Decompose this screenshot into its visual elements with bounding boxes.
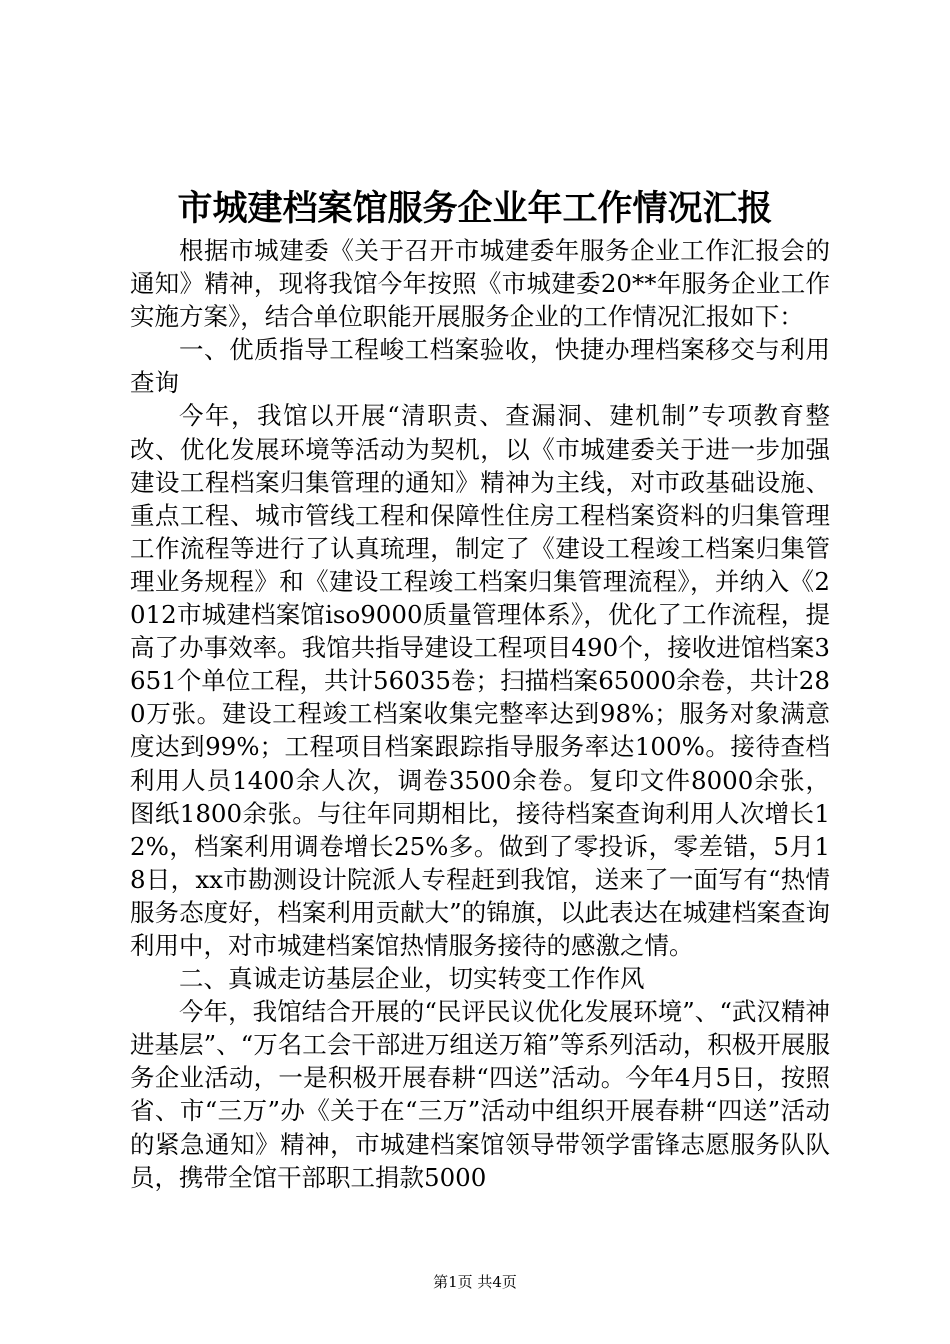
section-2-paragraph: 今年，我馆结合开展的“民评民议优化发展环境”、“武汉精神进基层”、“万名工会干部进万组送万箱”等系列活动，积极开展服务企业活动，一是积极开展春耕“四送”活动。今年4月5日，按照省、市“三万”办《关于在“三万”活动中组织开展春耕“四送”活动的紧急通知》精神，市城建档案馆领导带领学雷锋志愿服务队队员，携带全馆干部职工捐款5000 — [130, 997, 830, 1192]
page-footer: 第1页 共4页 — [433, 1273, 517, 1291]
section-1-paragraph: 今年，我馆以开展“清职责、查漏洞、建机制”专项教育整改、优化发展环境等活动为契机，以《市城建委关于进一步加强建设工程档案归集管理的通知》精神为主线，对市政基础设施、重点工程、城市管线工程和保障性住房工程档案资料的归集管理工作流程等进行了认真琉理，制定了《建设工程竣工档案归集管理业务规程》和《建设工程竣工档案归集管理流程》，并纳入《2012市城建档案馆iso9000质量管理体系》，优化了工作流程，提高了办事效率。我馆共指导建设工程项目490个，接收进馆档案3651个单位工程，共计56035卷；扫描档案65000余卷，共计280万张。建设工程竣工档案收集完整率达到98%；服务对象满意度达到99%；工程项目档案跟踪指导服务率达100%。接待查档利用人员1400余人次，调卷3500余卷。复印文件8000余张，图纸1800余张。与往年同期相比，接待档案查询利用人次增长12%，档案利用调卷增长25%多。做到了零投诉，零差错，5月18日，xx市勘测设计院派人专程赶到我馆，送来了一面写有“热情服务态度好，档案利用贡献大”的锦旗，以此表达在城建档案查询利用中，对市城建档案馆热情服务接待的感激之情。 — [130, 401, 830, 960]
intro-paragraph: 根据市城建委《关于召开市城建委年服务企业工作汇报会的通知》精神，现将我馆今年按照《市城建委20**年服务企业工作实施方案》，结合单位职能开展服务企业的工作情况汇报如下： — [130, 236, 830, 332]
document-body — [130, 234, 830, 1194]
document-title: 市城建档案馆服务企业年工作情况汇报 — [177, 188, 773, 229]
section-heading-1: 一、优质指导工程峻工档案验收，快捷办理档案移交与利用查询 — [130, 335, 830, 398]
section-heading-2: 二、真诚走访基层企业，切实转变工作作风 — [179, 964, 645, 994]
